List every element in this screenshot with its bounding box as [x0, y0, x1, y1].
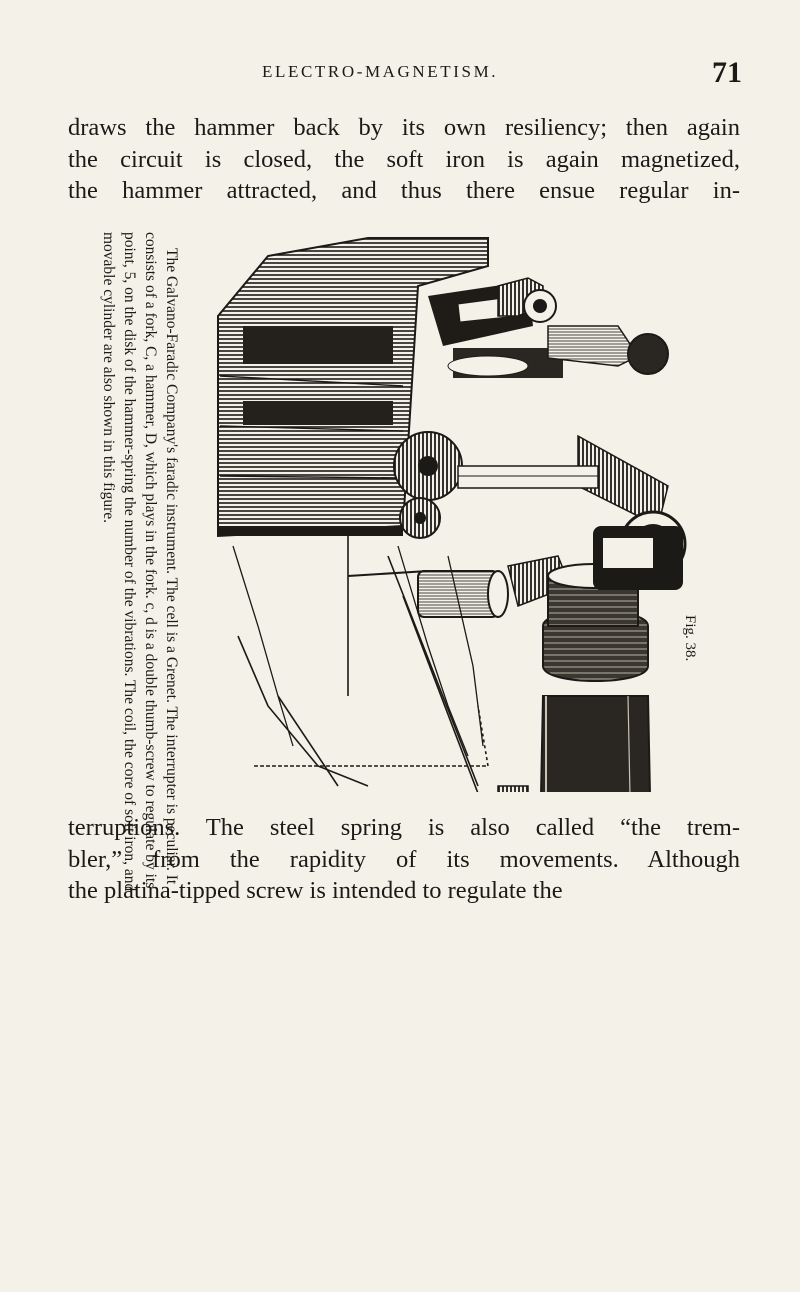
text-line: terruptions. The steel spring is also called “the trem- [68, 814, 740, 841]
paragraph-bottom [68, 812, 740, 907]
base-shadow [218, 526, 403, 536]
text-line: the circuit is closed, the soft iron is again magnetized, [68, 145, 740, 173]
running-title: ELECTRO-MAGNETISM. [262, 62, 499, 81]
text-line: the platina-tipped screw is intended to regulate the [68, 877, 563, 904]
caption-line: point, 5, on the disk of the hammer-spring the number of the vibrations. The coil, the core of soft iron, and [121, 232, 138, 892]
induction-coil [543, 526, 683, 681]
faradic-instrument-engraving [198, 226, 698, 792]
faradic-instrument-figure [198, 226, 698, 792]
thumb-screws [394, 432, 598, 538]
text-line: the hammer attracted, and thus there ensue regular in- [68, 177, 740, 204]
caption-line: consists of a fork, C, a hammer, D, which plays in the fork. c, d is a double thumb-screw to regulate by its [142, 232, 159, 889]
paragraph-top [68, 112, 740, 207]
caption-line: movable cylinder are also shown in this figure. [100, 232, 117, 523]
running-head [0, 56, 800, 90]
hand-electrode [348, 556, 570, 617]
text-line: draws the hammer back by its own resiliency; then again [68, 114, 740, 141]
figure-caption [96, 232, 182, 892]
caption-line: The Galvano-Faradic Company's faradic instrument. The cell is a Grenet. The interrupter is peculiar. It [163, 248, 180, 885]
figure-label-text: Fig. 38. [682, 615, 698, 662]
movable-cylinder [498, 696, 653, 792]
page-number: 71 [712, 56, 742, 89]
text-line: bler,” from the rapidity of its movements. Although [68, 845, 740, 873]
